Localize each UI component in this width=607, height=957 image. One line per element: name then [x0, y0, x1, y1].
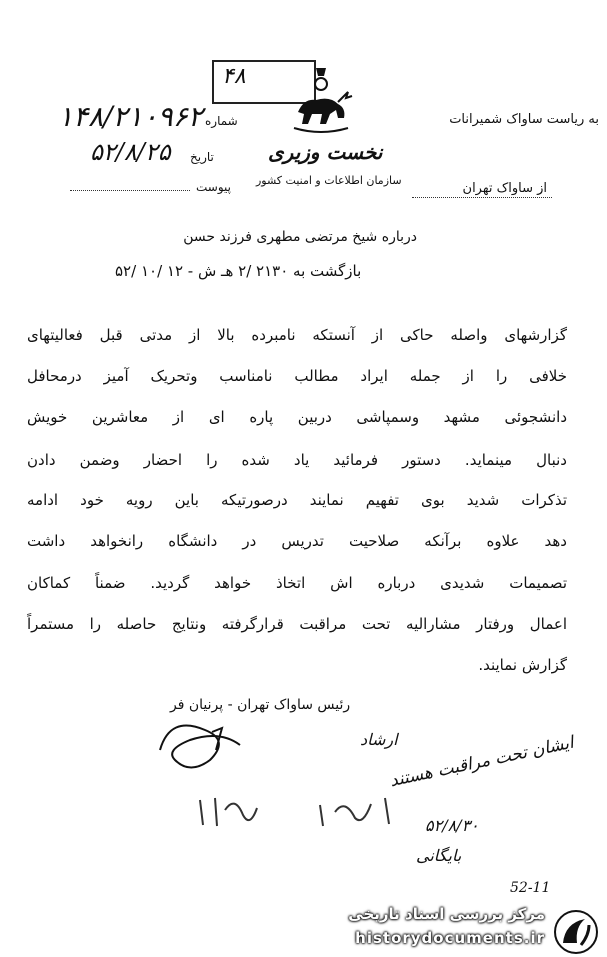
body-line: دهد علاوه برآنکه صلاحیت تدریس در دانشگاه رانخواهد داشت [27, 532, 567, 550]
organization-name: سازمان اطلاعات و امنیت کشور [256, 174, 402, 187]
archive-logo-icon [553, 909, 599, 955]
annotation-note: ارشاد [360, 730, 398, 749]
watermark-name: مرکز بررسی اسناد تاریخی [348, 905, 545, 923]
watermark-url: historydocuments.ir [355, 929, 545, 947]
body-line: خلافی را از جمله ایراد مطالب نامناسب وتحریک آمیز درمحافل [27, 367, 567, 385]
attachment-label: پیوست [196, 180, 231, 194]
body-line: اعمال ورفتار مشارالیه تحت مراقبت قرارگرفته ونتایج حاصله را مستمراً [27, 615, 567, 633]
body-line: تصمیمات شدیدی درباره اش اتخاذ خواهد گردید. ضمناً کماکان [27, 574, 567, 592]
number-label: شماره [205, 114, 238, 128]
attachment-dotted-line [70, 190, 190, 191]
body-line: گزارش نمایند. [478, 656, 567, 674]
lion-and-sun-emblem-icon [286, 62, 356, 138]
reference-line: بازگشت به ۲۱۳۰ /۲ هـ ش - ۱۲ /۱۰ /۵۲ [115, 262, 362, 280]
annotation-code: 52-11 [510, 880, 551, 896]
handwritten-scribble-icon [195, 790, 405, 830]
date-value: ۵۲/۸/۲۵ [90, 138, 171, 166]
body-line: تذکرات شدید بوی تفهیم نمایند درصورتیکه باین رویه خود ادامه [27, 491, 567, 509]
recipient-line: به ریاست ساواک شمیرانات [449, 112, 599, 127]
annotation-note: ایشان تحت مراقبت هستند [387, 732, 576, 792]
number-value: ۱۴۸/۲۱۰۹۶۲ [58, 100, 203, 133]
ministry-name: نخست وزیری [268, 140, 383, 164]
sender-line: از ساواک تهران [462, 181, 547, 196]
stamp-number: ۴۸ [222, 64, 246, 89]
signature-title: رئیس ساواک تهران - پرنیان فر [170, 697, 351, 713]
date-label: تاریخ [190, 150, 214, 164]
sender-dotted-line [412, 197, 552, 198]
body-line: دانشجوئی مشهد وسمپاشی دربین پاره ای از معاشرین خویش [27, 408, 567, 426]
subject-line: درباره شیخ مرتضی مطهری فرزند حسن [183, 229, 417, 245]
body-line: گزارشهای واصله حاکی از آنستکه نامبرده بالا از مدتی قبل فعالیتهای [27, 326, 567, 344]
annotation-number: ۵۲/۸/۳۰ [425, 816, 479, 835]
handwritten-signature-icon [150, 710, 260, 780]
body-line: دنبال مینماید. دستور فرمائید یاد شده را احضار وضمن دادن [27, 451, 567, 469]
annotation-note: بایگانی [416, 846, 462, 865]
watermark-footer [0, 903, 607, 957]
